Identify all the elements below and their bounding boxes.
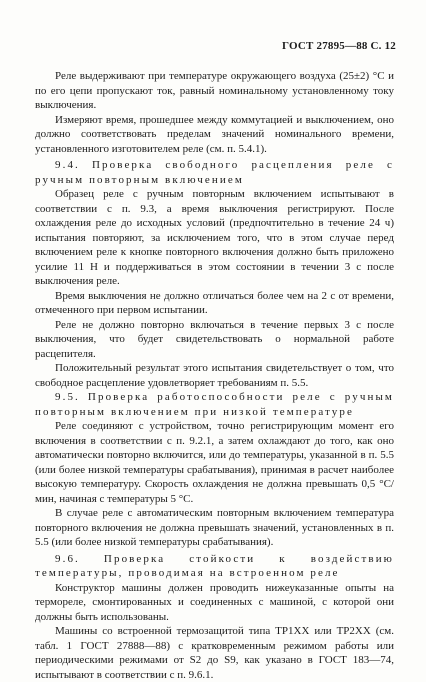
paragraph: Реле выдерживают при температуре окружающего воздуха (25±2) °С и по его цепи пропускают ток, равный номинальному установленному току выключения.	[35, 70, 394, 111]
paragraph: Конструктор машины должен проводить нижеуказанные опыты на термореле, смонтированных и соединенных с машиной, с которой они должны быть использованы.	[35, 581, 394, 623]
section-heading: 9.4. Проверка свободного расцепления реле с ручным повторным включением	[35, 159, 394, 186]
paragraph: Измеряют время, прошедшее между коммутацией и выключением, оно должно соответствовать пределам значений номинального времени, установленного изготовителем реле (см. п. 5.4.1).	[35, 113, 394, 155]
paragraph: Положительный результат этого испытания свидетельствует о том, что свободное расцепление удовлетворяет требованиям п. 5.5.	[35, 362, 394, 389]
page-header: ГОСТ 27895—88 С. 12	[282, 40, 396, 52]
paragraph: Время выключения не должно отличаться более чем на 2 с от времени, отмеченного при первом испытании.	[35, 289, 394, 316]
document-body	[35, 69, 394, 682]
paragraph: Реле соединяют с устройством, точно регистрирующим момент его включения в соответствии с п. 9.2.1, а затем охлаждают до того, как оно автоматически повторно включится, или до температуры, указанной в п. 5.5 (или более низкой температуры срабатывания), принимая в расчет наиболее высокую температуру. Скорость охлаждения не должна превышать 0,5 °С/мин, начиная с температуры 5 °С.	[35, 420, 394, 505]
section-heading: 9.5. Проверка работоспособности реле с ручным повторным включением при низкой температуре	[35, 391, 394, 418]
paragraph: Образец реле с ручным повторным включением испытывают в соответствии с п. 9.3, а время выключения регистрируют. После охлаждения реле до исходных условий (предпочтительно в течение 24 ч) испытания повторяют, за исключением того, что в этом случае перед включением реле к кнопке повторного включения должно быть приложено усилие 11 Н и поддерживаться в этом состоянии в течении 3 с после выключения реле.	[35, 188, 394, 287]
paragraph: Машины со встроенной термозащитой типа ТР1ХХ или ТР2ХХ (см. табл. 1 ГОСТ 27888—88) с кратковременным режимом работы или периодическими режимами от S2 до S9, как указано в ГОСТ 183—74, испытывают в соответствии с п. 9.6.1.	[35, 625, 394, 681]
paragraph: В случае реле с автоматическим повторным включением температура повторного включения не должна превышать значений, установленных в п. 5.5 (или более низкой температуры срабатывания).	[35, 507, 394, 548]
paragraph: Реле не должно повторно включаться в течение первых 3 с после выключения, что будет свидетельствовать о нормальной работе расцепителя.	[35, 318, 394, 360]
section-heading: 9.6. Проверка стойкости к воздействию температуры, проводимая на встроенном реле	[35, 552, 394, 579]
